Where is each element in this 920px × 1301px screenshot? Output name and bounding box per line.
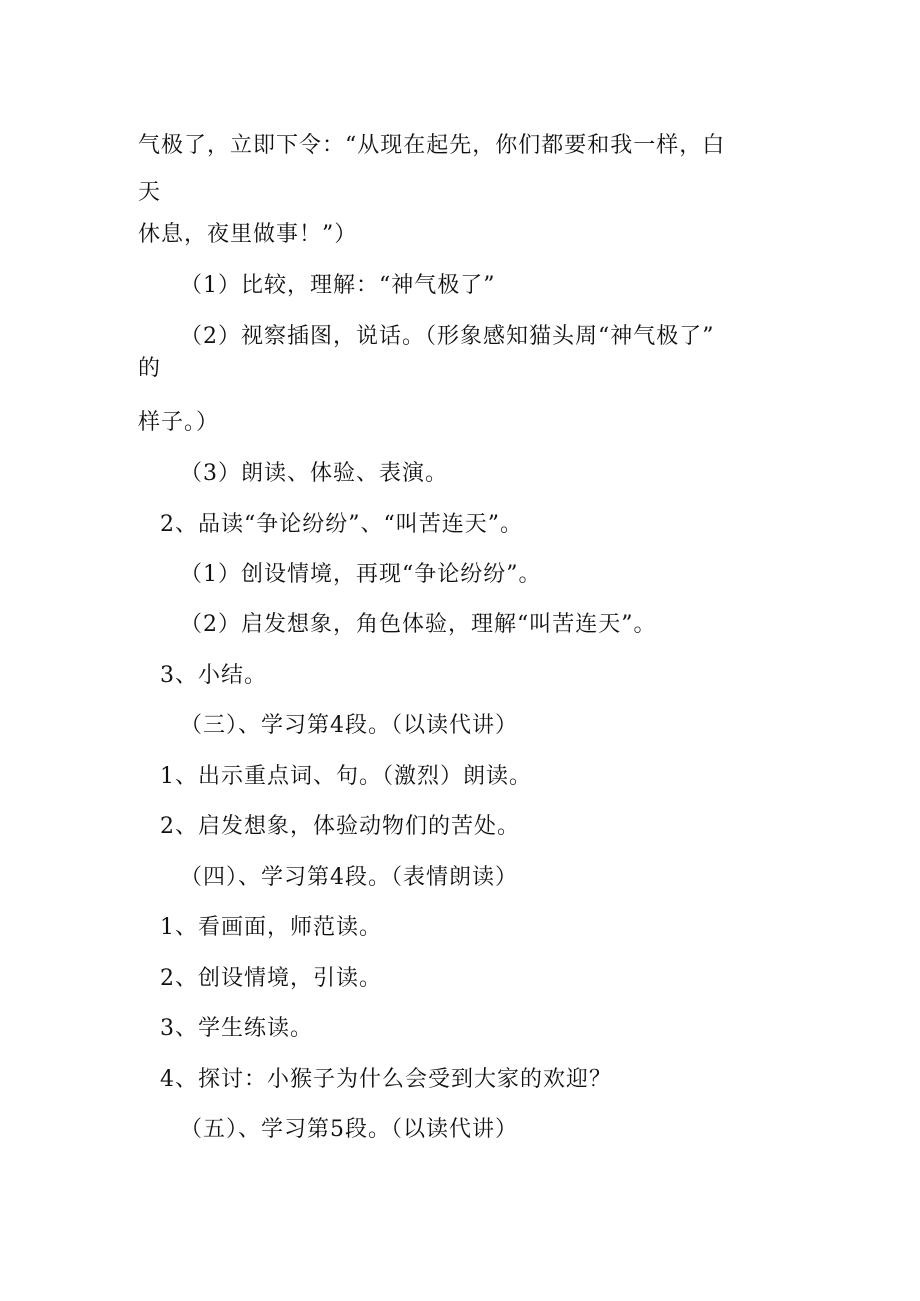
- text-line: （1）比较，理解：“神气极了”: [180, 273, 496, 298]
- text-line: 天: [138, 180, 162, 205]
- text-line: 2、启发想象，体验动物们的苦处。: [160, 814, 520, 839]
- section-heading: （三）、学习第4段。（以读代讲）: [180, 713, 518, 738]
- text-line: 1、出示重点词、句。（激烈）朗读。: [160, 764, 532, 789]
- text-line: 样子。）: [138, 410, 220, 435]
- text-line: 的: [138, 356, 162, 381]
- text-line: 休息，夜里做事！”）: [138, 222, 358, 247]
- text-line: 气极了，立即下令：“从现在起先，你们都要和我一样，白: [138, 133, 726, 158]
- text-line: （3）朗读、体验、表演。: [180, 461, 448, 486]
- text-line: 2、品读“争论纷纷”、“叫苦连天”。: [160, 512, 523, 537]
- text-line: （1）创设情境，再现“争论纷纷”。: [180, 562, 542, 587]
- text-line: （2）启发想象，角色体验，理解“叫苦连天”。: [180, 612, 657, 637]
- text-line: 4、探讨：小猴子为什么会受到大家的欢迎？: [160, 1067, 612, 1092]
- text-line: （2）视察插图，说话。（形象感知猫头周“神气极了”: [180, 324, 715, 349]
- text-line: 2、创设情境，引读。: [160, 966, 382, 991]
- text-line: 1、看画面，师范读。: [160, 915, 382, 940]
- text-line: 3、学生练读。: [160, 1016, 313, 1041]
- section-heading: （五）、学习第5段。（以读代讲）: [180, 1117, 518, 1142]
- text-line: 3、小结。: [160, 663, 267, 688]
- section-heading: （四）、学习第4段。（表情朗读）: [180, 865, 518, 890]
